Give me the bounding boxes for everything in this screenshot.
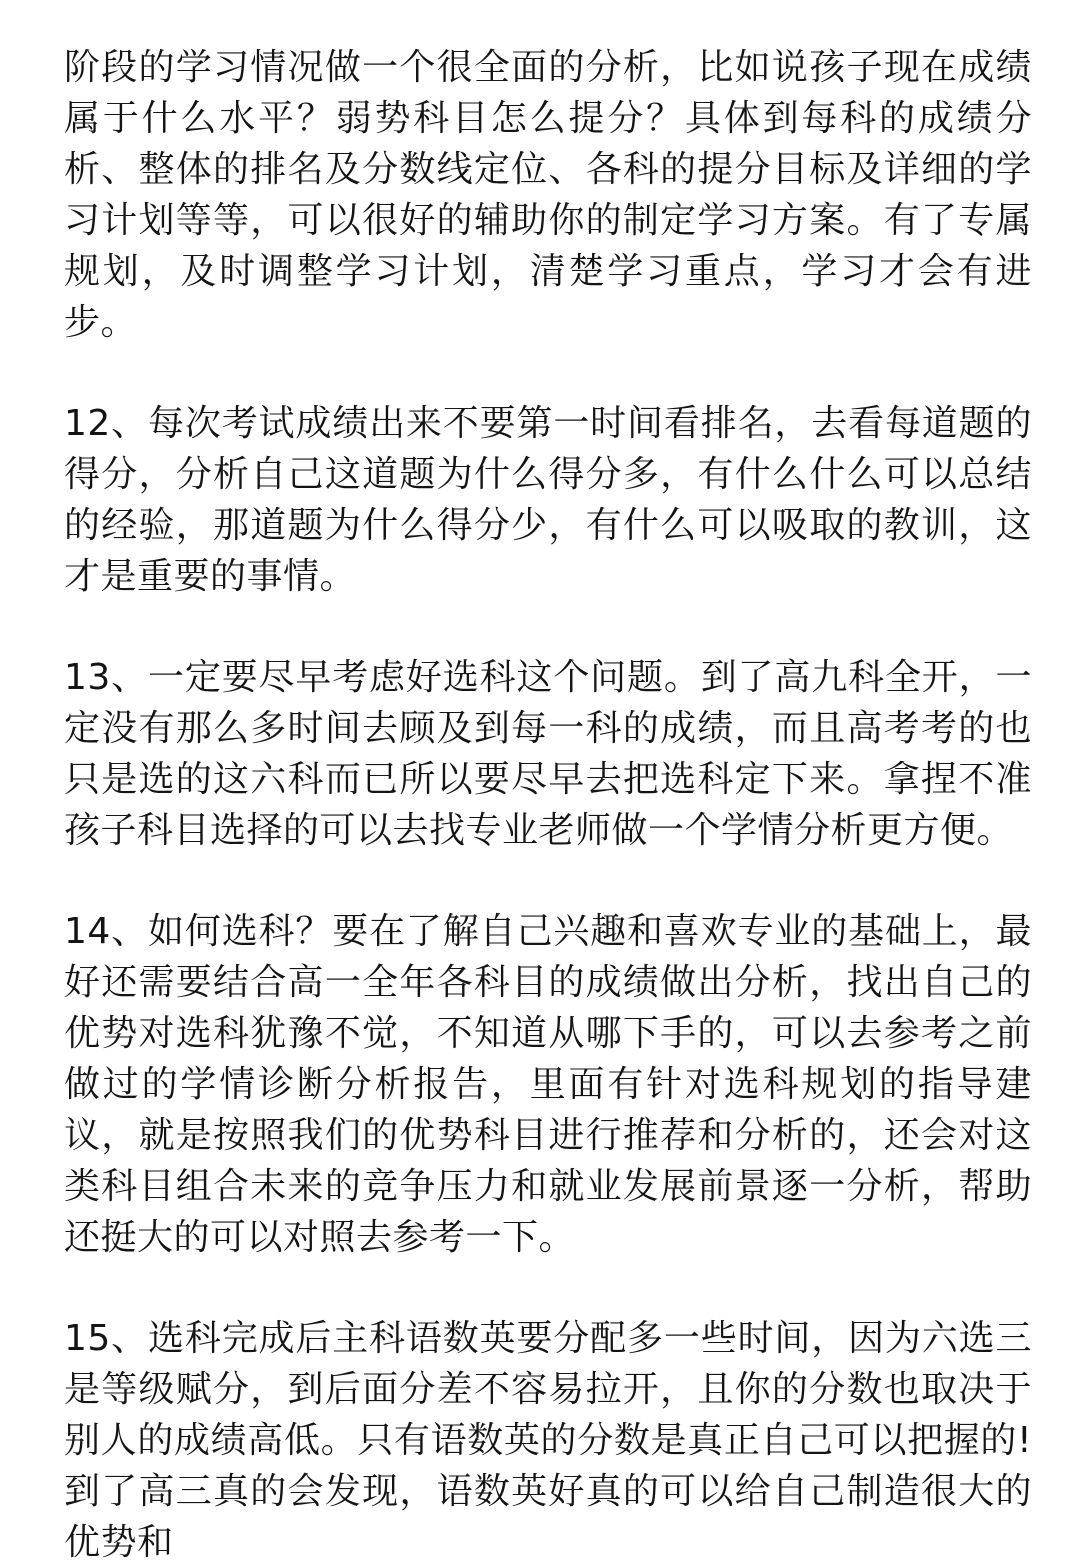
article-body: [64, 42, 1032, 1568]
paragraph-13: 13、一定要尽早考虑好选科这个问题。到了高九科全开，一定没有那么多时间去顾及到每一科的成绩，而且高考考的也只是选的这六科而已所以要尽早去把选科定下来。拿捏不准孩子科目选择的可以去找专业老师做一个学情分析更方便。: [64, 657, 1032, 851]
paragraph-12: 12、每次考试成绩出来不要第一时间看排名，去看每道题的得分，分析自己这道题为什么得分多，有什么什么可以总结的经验，那道题为什么得分少，有什么可以吸取的教训，这才是重要的事情。: [64, 403, 1032, 597]
paragraph-15: 15、选科完成后主科语数英要分配多一些时间，因为六选三是等级赋分，到后面分差不容易拉开，且你的分数也取决于别人的成绩高低。只有语数英的分数是真正自己可以把握的!到了高三真的会发现，语数英好真的可以给自己制造很大的优势和: [64, 1318, 1032, 1563]
paragraph-14: 14、如何选科？要在了解自己兴趣和喜欢专业的基础上，最好还需要结合高一全年各科目的成绩做出分析，找出自己的优势对选科犹豫不觉，不知道从哪下手的，可以去参考之前做过的学情诊断分析报告，里面有针对选科规划的指导建议，就是按照我们的优势科目进行推荐和分析的，还会对这类科目组合未来的竞争压力和就业发展前景逐一分析，帮助还挺大的可以对照去参考一下。: [64, 911, 1032, 1258]
paragraph-intro: 阶段的学习情况做一个很全面的分析，比如说孩子现在成绩属于什么水平？弱势科目怎么提分？具体到每科的成绩分析、整体的排名及分数线定位、各科的提分目标及详细的学习计划等等，可以很好的辅助你的制定学习方案。有了专属规划，及时调整学习计划，清楚学习重点，学习才会有进步。: [64, 47, 1032, 343]
